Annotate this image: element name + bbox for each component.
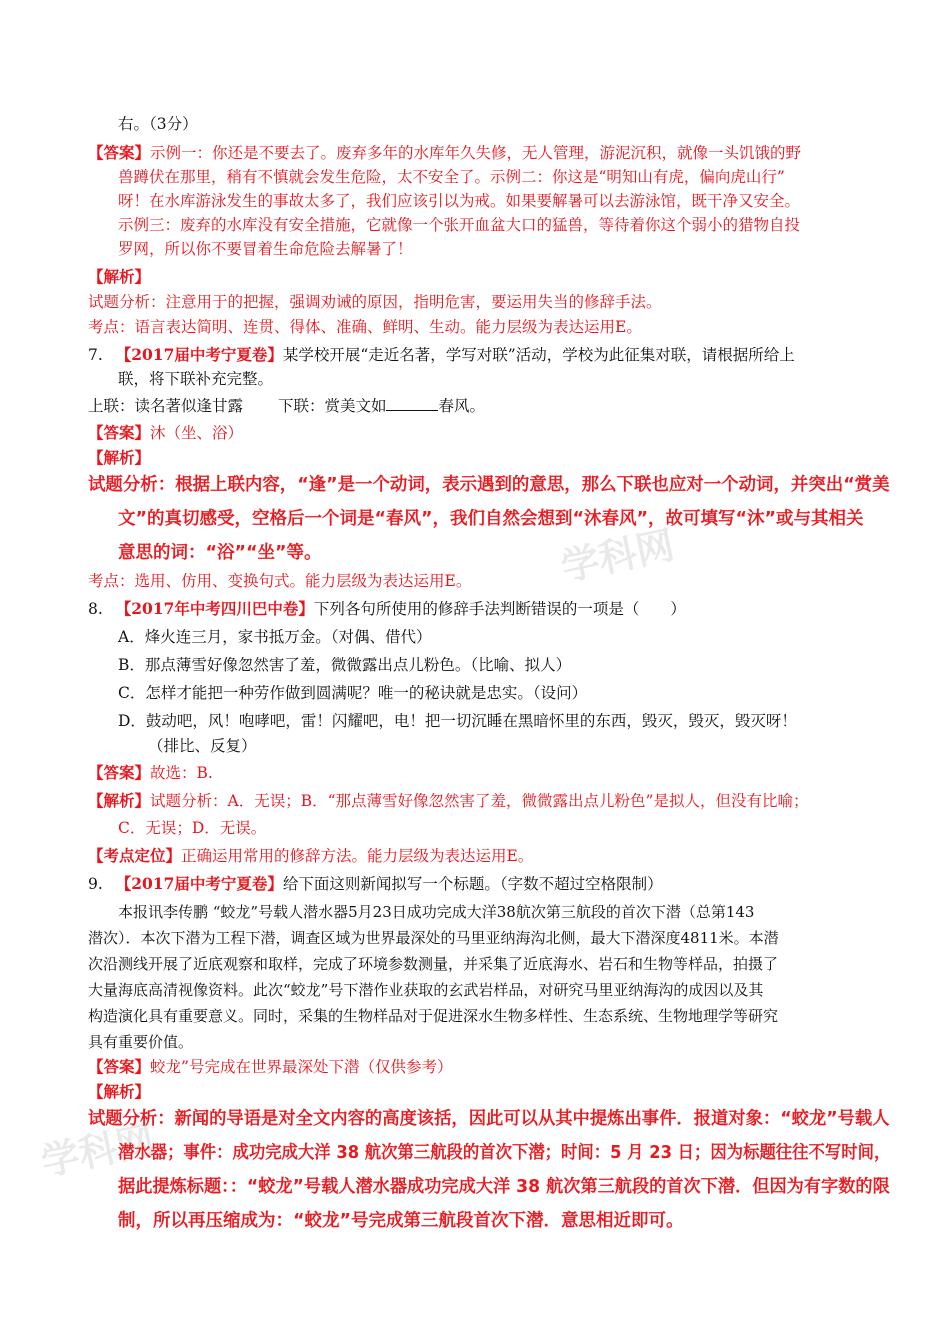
- answer-line: 罗网，所以你不要冒着生命危险去解暑了！: [118, 240, 413, 258]
- analysis-heading: 【解析】: [88, 267, 151, 286]
- question-source: 【2017届中考宁夏卷】: [115, 345, 283, 364]
- option-d: D．鼓动吧，风！咆哮吧，雷！闪耀吧，电！把一切沉睡在黑暗怀里的东西，毁灭，毁灭，毁灭呀！: [118, 712, 797, 730]
- news-paragraph: 大量海底高清视像资料。此次“蛟龙”号下潜作业获取的玄武岩样品，对研究马里亚纳海沟的成因以及其: [88, 981, 764, 999]
- question-7-stem-cont: 联，将下联补充完整。: [118, 370, 274, 388]
- kaodian-block-8: [88, 844, 533, 868]
- analysis-tag: 【解析】: [88, 791, 151, 810]
- option-d-cont: （排比、反复）: [148, 737, 257, 755]
- answer-text: 蛟龙”号完成在世界最深处下潜（仅供参考）: [150, 1058, 453, 1076]
- question-text: 给下面这则新闻拟写一个标题。（字数不超过空格限制）: [282, 875, 663, 893]
- answer-tag: 【答案】: [88, 1057, 151, 1076]
- couplet-lower-pre: 下联：赏美文如: [277, 397, 387, 415]
- news-paragraph: 潜次）．本次下潜为工程下潜，调查区域为世界最深处的马里亚纳海沟北侧，最大下潜深度4811米。本潜: [88, 929, 779, 947]
- analysis-block-8: [88, 789, 808, 813]
- answer-line: 兽蹲伏在那里，稍有不慎就会发生危险，太不安全了。示例二：你这是“明知山有虎，偏向虎山行”: [118, 168, 785, 186]
- answer-line: 示例三：废弃的水库没有安全措施，它就像一个张开血盆大口的猛兽，等待着你这个弱小的猎物自投: [118, 216, 801, 234]
- news-paragraph: 次沿测线开展了近底观察和取样，完成了环境参数测量，并采集了近底海水、岩石和生物等样品，拍摄了: [88, 955, 779, 973]
- analysis-line: 文”的真切感受，空格后一个词是“春风”，我们自然会想到“沐春风”，故可填写“沐”或与其相关: [118, 509, 864, 529]
- answer-text: 示例一：你还是不要去了。废弃多年的水库年久失修，无人管理，游泥沉积，就像一头饥饿的野: [150, 144, 802, 162]
- answer-block-8: [88, 761, 213, 785]
- news-paragraph: 本报讯李传鹏 “蛟龙”号载人潜水器5月23日成功完成大洋38航次第三航段的首次下潜（总第143: [118, 903, 755, 921]
- answer-tag: 【答案】: [88, 423, 151, 442]
- option-b: B．那点薄雪好像忽然害了羞，微微露出点儿粉色。（比喻、拟人）: [118, 656, 572, 674]
- couplet-lower-post: 春风。: [438, 397, 485, 415]
- news-paragraph: 具有重要价值。: [88, 1033, 194, 1051]
- analysis-line: 试题分析：根据上联内容，“逢”是一个动词，表示遇到的意思，那么下联也应对一个动词，并突出“赏美: [88, 475, 890, 495]
- answer-block-9: [88, 1055, 452, 1079]
- question-number: 8.: [88, 600, 103, 618]
- question-source: 【2017届中考宁夏卷】: [115, 874, 283, 893]
- kaodian-tag: 【考点定位】: [88, 846, 182, 865]
- question-9-stem: [88, 872, 663, 896]
- analysis-line: 意思的词：“浴”“坐”等。: [118, 543, 322, 563]
- answer-text: 沐（坐、浴）: [150, 424, 244, 442]
- answer-tag: 【答案】: [88, 763, 151, 782]
- analysis-line: 据此提炼标题：：“蛟龙”号载人潜水器成功完成大洋 38 航次第三航段的首次下潜．但因为有字数的限: [118, 1177, 890, 1197]
- analysis-heading: 【解析】: [88, 1082, 151, 1101]
- couplet-upper: 上联：读名著似逢甘露: [88, 397, 244, 415]
- answer-block-7: [88, 421, 243, 445]
- fill-blank[interactable]: [386, 394, 438, 411]
- question-number: 9.: [88, 875, 103, 893]
- answer-block-1: [88, 141, 801, 165]
- news-paragraph: 构造演化具有重要意义。同时，采集的生物样品对于促进深水生物多样性、生态系统、生物地理学等研究: [88, 1007, 779, 1025]
- question-source: 【2017年中考四川巴中卷】: [115, 599, 314, 618]
- analysis-line: 潜水器；事件：成功完成大洋 38 航次第三航段的首次下潜；时间：5 月 23 日；因为标题往往不写时间，: [118, 1143, 891, 1163]
- watermark: 学科网: [557, 522, 679, 590]
- question-8-stem: [88, 597, 686, 621]
- question-number: 7.: [88, 346, 103, 364]
- analysis-line: C．无误；D．无误。: [118, 819, 267, 837]
- kaodian-text: 考点：语言表达简明、连贯、得体、准确、鲜明、生动。能力层级为表达运用E。: [88, 318, 642, 336]
- analysis-line: 制，所以再压缩成为：“蛟龙”号完成第三航段首次下潜．意思相近即可。: [118, 1211, 684, 1231]
- watermark: 学科网: [37, 1117, 159, 1185]
- option-a: A．烽火连三月，家书抵万金。（对偶、借代）: [118, 628, 432, 646]
- answer-line: 呀！在水库游泳发生的事故太多了，我们应该引以为戒。如果要解暑可以去游泳馆，既干净又安全。: [118, 192, 801, 210]
- analysis-heading: 【解析】: [88, 448, 151, 467]
- couplet: [88, 394, 485, 418]
- option-c: C．怎样才能把一种劳作做到圆满呢？唯一的秘诀就是忠实。（设问）: [118, 684, 588, 702]
- analysis-text: 试题分析：注意用于的把握，强调劝诫的原因，指明危害，要运用失当的修辞手法。: [88, 293, 662, 311]
- analysis-text: 试题分析：A．无误；B．“那点薄雪好像忽然害了羞，微微露出点儿粉色”是拟人，但没有比喻；: [150, 792, 809, 810]
- answer-tag: 【答案】: [88, 143, 151, 162]
- kaodian-text: 考点：选用、仿用、变换句式。能力层级为表达运用E。: [88, 572, 472, 590]
- question-text: 下列各句所使用的修辞手法判断错误的一项是（ ）: [313, 600, 686, 618]
- answer-text: 故选：B.: [150, 764, 213, 782]
- score-note: 右。（3分）: [118, 115, 198, 133]
- kaodian-text: 正确运用常用的修辞方法。能力层级为表达运用E。: [181, 847, 534, 865]
- analysis-line: 试题分析：新闻的导语是对全文内容的高度该括，因此可以从其中提炼出事件．报道对象：“蛟龙”号载人: [88, 1109, 890, 1129]
- question-text: 某学校开展“走近名著，学写对联”活动，学校为此征集对联，请根据所给上: [282, 346, 795, 364]
- question-7-stem: [88, 343, 795, 367]
